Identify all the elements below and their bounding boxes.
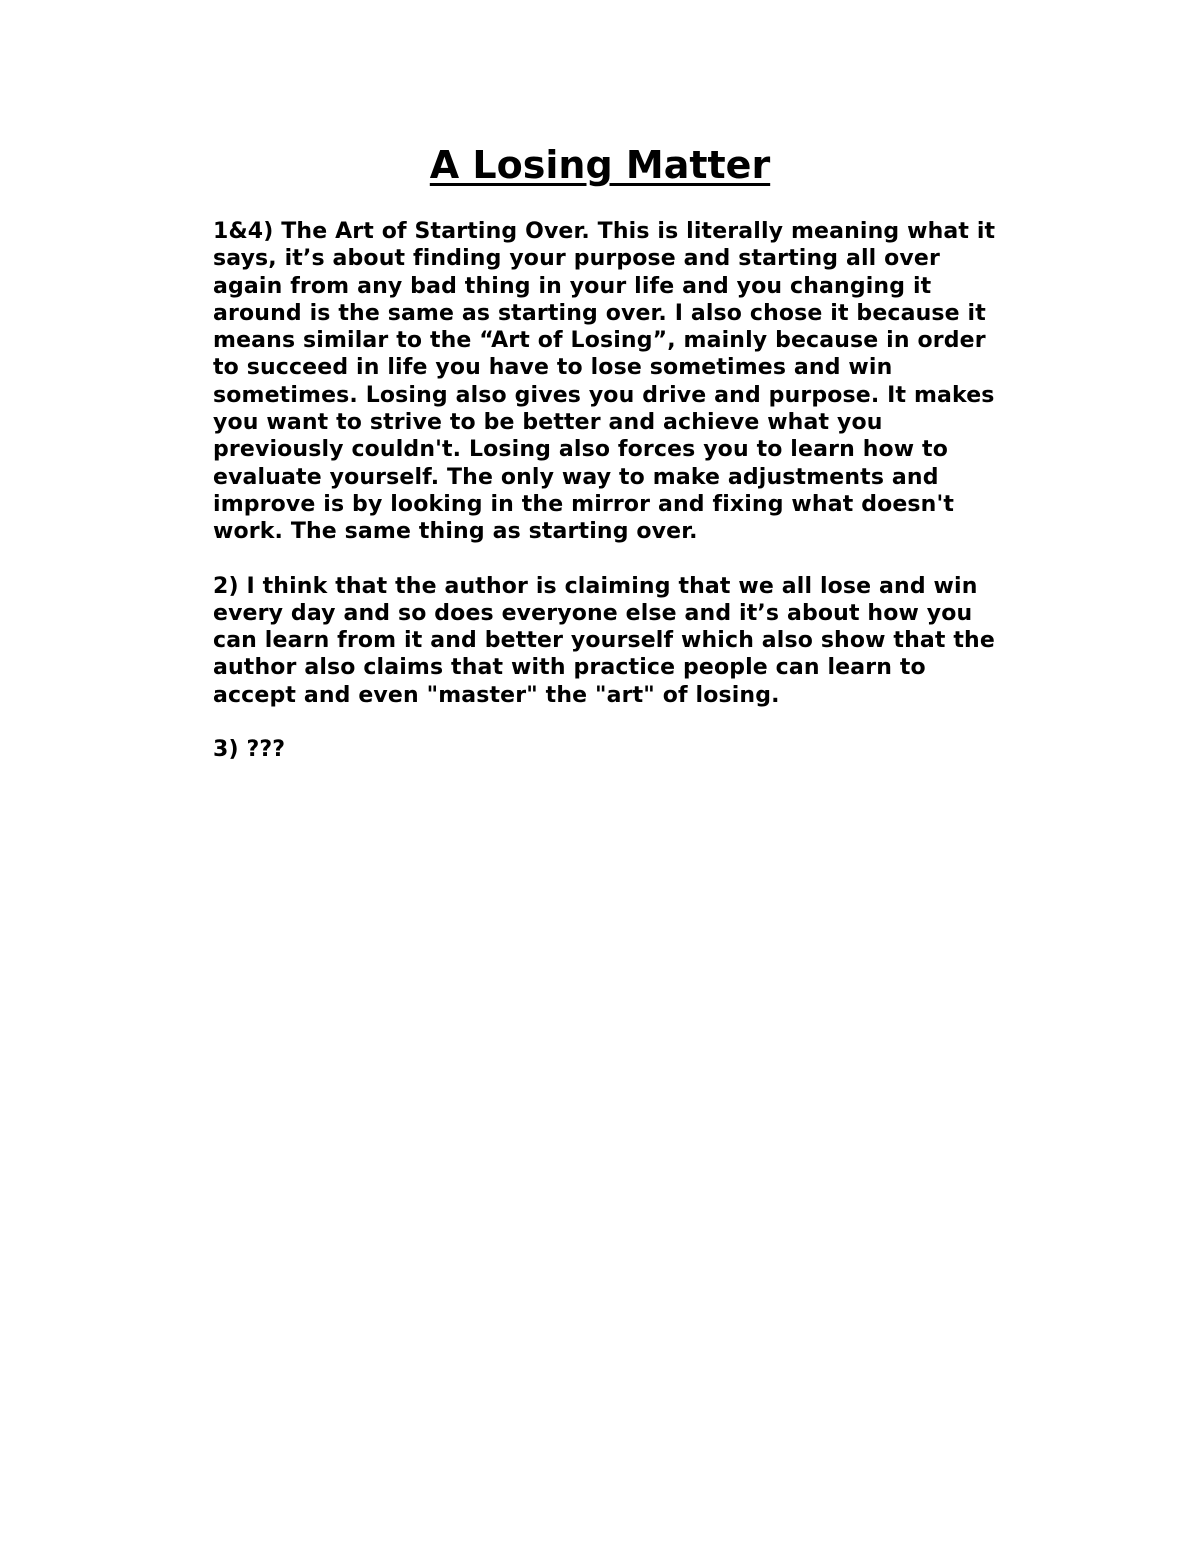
text-line: means similar to the “Art of Losing”, mainly because in order (213, 328, 986, 354)
text-line: again from any bad thing in your life and you changing it (213, 273, 932, 299)
text-line: sometimes. Losing also gives you drive and purpose. It makes (213, 382, 995, 408)
text-line: around is the same as starting over. I also chose it because it (213, 300, 986, 326)
document-title: A Losing Matter (429, 143, 771, 187)
text-line: improve is by looking in the mirror and fixing what doesn't (213, 491, 955, 517)
text-line: can learn from it and better yourself which also show that the (213, 628, 995, 654)
text-line: 3) ??? (213, 737, 286, 763)
answer-2-paragraph (213, 573, 1053, 709)
text-line: previously couldn't. Losing also forces you to learn how to (213, 437, 948, 463)
text-line: evaluate yourself. The only way to make adjustments and (213, 464, 939, 490)
text-line: says, it’s about finding your purpose and starting all over (213, 246, 940, 272)
text-line: 1&4) The Art of Starting Over. This is literally meaning what it (213, 219, 996, 244)
text-line: 2) I think that the author is claiming that we all lose and win (213, 573, 978, 599)
text-line: work. The same thing as starting over. (213, 519, 698, 545)
text-line: to succeed in life you have to lose sometimes and win (213, 355, 893, 381)
document-body (213, 218, 1053, 790)
text-line: author also claims that with practice people can learn to (213, 655, 926, 681)
text-line: you want to strive to be better and achieve what you (213, 410, 883, 436)
answer-1-and-4-paragraph (213, 218, 1053, 546)
text-line: every day and so does everyone else and it’s about how you (213, 600, 973, 626)
text-line: accept and even "master" the "art" of losing. (213, 682, 780, 708)
answer-3-paragraph (213, 736, 1053, 763)
